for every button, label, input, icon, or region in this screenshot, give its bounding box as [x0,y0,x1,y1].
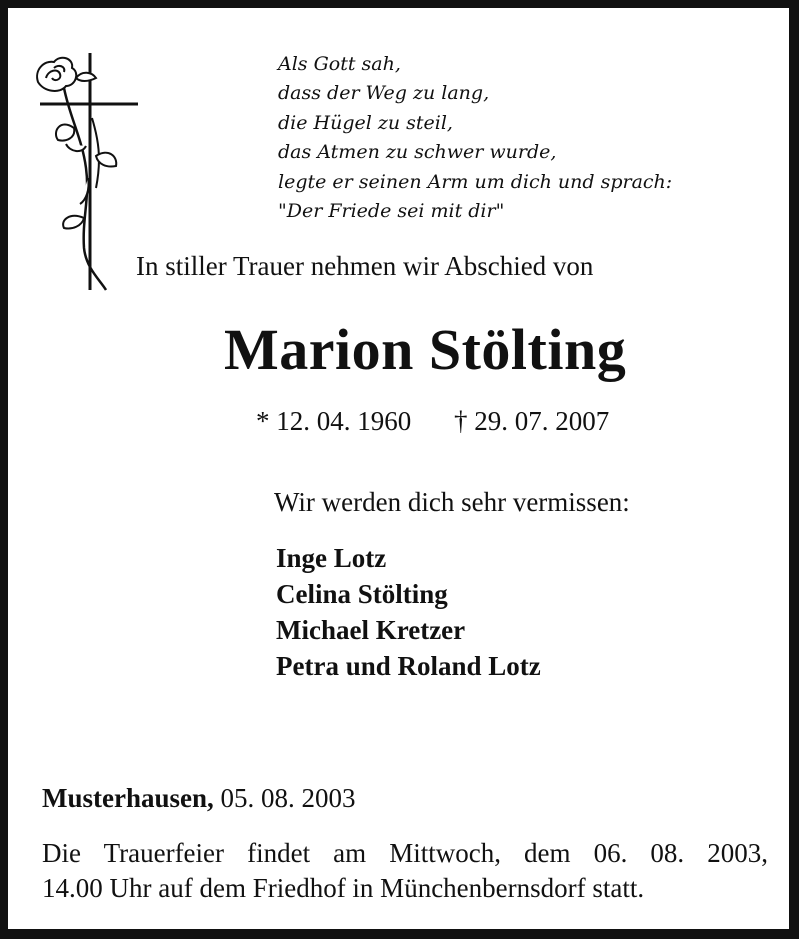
poem-line: dass der Weg zu lang, [278,82,490,105]
mourner-name: Celina Stölting [276,579,448,609]
life-dates [256,406,609,437]
intro-text: In stiller Trauer nehmen wir Abschied von [136,251,594,281]
funeral-line: 14.00 Uhr auf dem Friedhof in Münchenbernsdorf statt. [42,873,645,903]
funeral-line: Die Trauerfeier findet am Mittwoch, dem 06. 08. 2003, [42,838,768,868]
place-city: Musterhausen, [42,783,214,813]
deceased-name: Marion Stölting [224,317,627,382]
poem-line: legte er seinen Arm um dich und sprach: [278,170,673,193]
death-date: † 29. 07. 2007 [454,406,610,436]
miss-line: Wir werden dich sehr vermissen: [274,487,630,517]
place-date [42,783,356,814]
poem-line: die Hügel zu steil, [278,111,453,134]
mourners-list [276,540,541,684]
poem-line: das Atmen zu schwer wurde, [278,141,557,164]
mourner-name: Michael Kretzer [276,615,466,645]
place-date-value: 05. 08. 2003 [220,783,356,813]
poem [278,50,672,226]
poem-line: Als Gott sah, [278,53,401,75]
mourner-name: Inge Lotz [276,543,387,573]
mourner-name: Petra und Roland Lotz [276,651,541,681]
funeral-info [42,836,768,906]
birth-date: * 12. 04. 1960 [256,406,412,436]
poem-line: "Der Friede sei mit dir" [278,200,505,223]
cross-with-rose-icon [30,48,142,293]
